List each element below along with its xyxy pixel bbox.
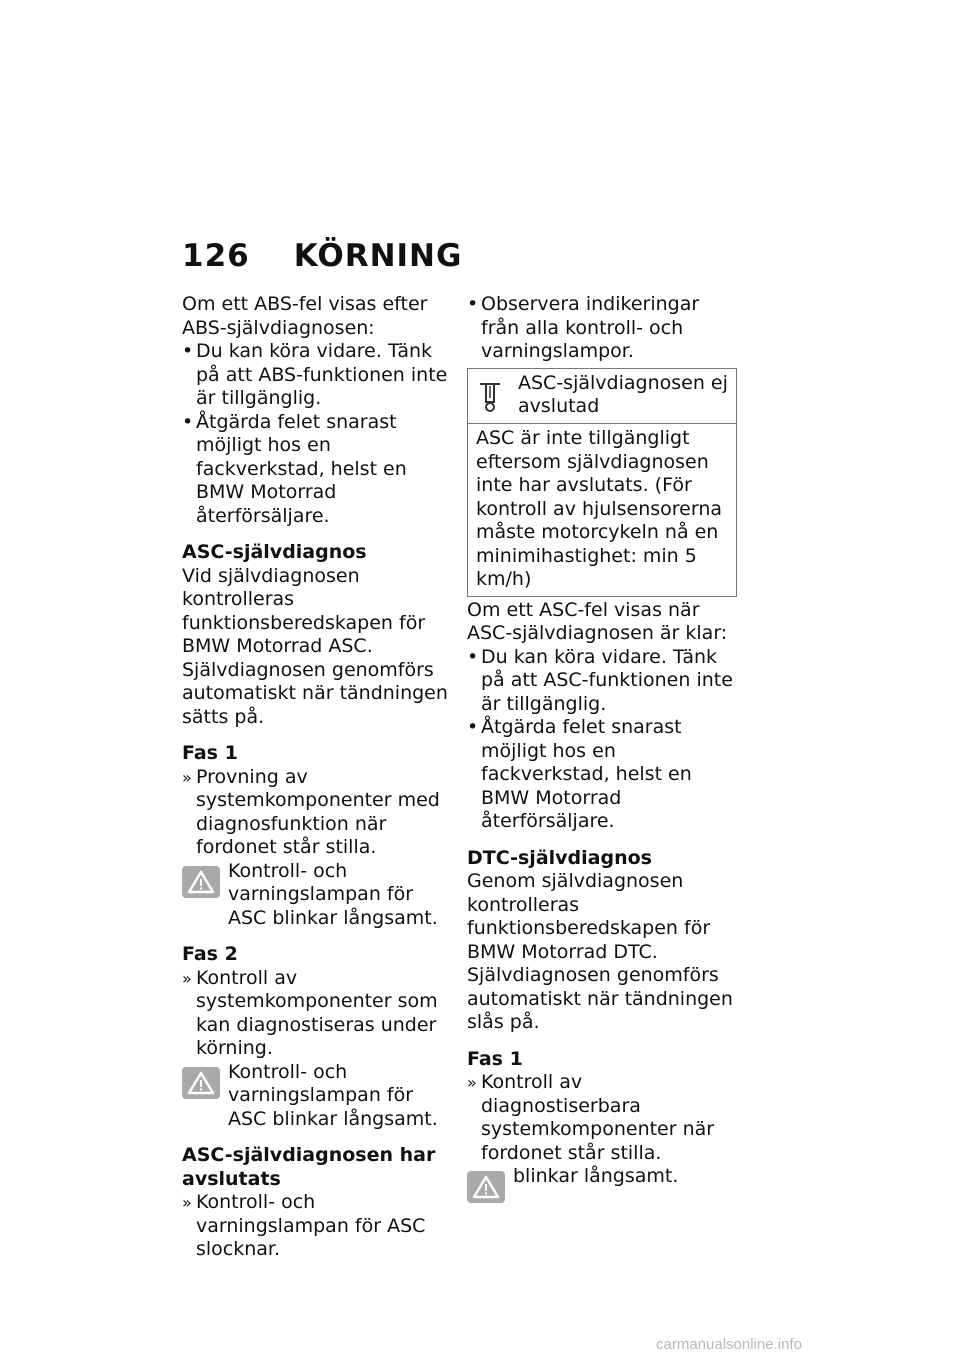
fas1-step: » Provning av systemkomponenter med diagnosfunktion när fordonet står stilla.	[182, 766, 450, 860]
fas1-warning-text: Kontroll- och varningslampan för ASC blinkar långsamt.	[228, 859, 438, 929]
asc-paragraph: Vid självdiagnosen kontrolleras funktionsberedskapen för BMW Motorrad ASC. Självdiagnosen genomförs automatiskt när tändningen sätts på.	[182, 564, 448, 728]
page-number: 126	[182, 238, 250, 274]
observe-bullet: • Observera indikeringar från alla kontroll- och varningslampor.	[467, 293, 737, 364]
dtc-fas1-warning-text: blinkar långsamt.	[513, 1165, 679, 1187]
watermark[interactable]: carmanualsonline.info	[656, 1336, 802, 1353]
fas2-heading: Fas 2	[182, 943, 238, 965]
warning-triangle-icon	[182, 1067, 220, 1099]
dtc-fas1-heading: Fas 1	[467, 1047, 523, 1070]
abs-fail-intro: Om ett ABS-fel visas efter ABS-självdiagnosen:	[182, 293, 428, 339]
dtc-fas1-step: » Kontroll av diagnostiserbara systemkomponenter när fordonet står stilla.	[467, 1071, 737, 1165]
asc-done-step: » Kontroll- och varningslampan för ASC slocknar.	[182, 1191, 450, 1262]
fas1-heading: Fas 1	[182, 742, 238, 764]
maintenance-gauge-icon	[478, 372, 518, 421]
notice-box	[467, 368, 737, 597]
asc-done-heading: ASC-självdiagnosen har avslutats	[182, 1144, 436, 1190]
asc-fail-intro: Om ett ASC-fel visas när ASC-självdiagnosen är klar:	[467, 598, 728, 644]
chapter-title: KÖRNING	[293, 238, 463, 274]
dtc-heading: DTC-självdiagnos	[467, 846, 652, 869]
right-column	[467, 293, 737, 1189]
dtc-paragraph: Genom självdiagnosen kontrolleras funktionsberedskapen för BMW Motorrad DTC. Självdiagnosen genomförs automatiskt när tändningen slås på.	[467, 870, 733, 1033]
warning-triangle-icon	[467, 1171, 505, 1203]
asc-heading: ASC-självdiagnos	[182, 541, 367, 563]
dtc-fas1-warning	[467, 1165, 737, 1189]
asc-bullet-2: • Åtgärda felet snarast möjligt hos en fackverkstad, helst en BMW Motorrad återförsäljare.	[467, 716, 737, 834]
fas1-warning	[182, 860, 450, 931]
left-column	[182, 293, 450, 1262]
abs-bullet-1: • Du kan köra vidare. Tänk på att ABS-funktionen inte är tillgänglig.	[182, 340, 450, 411]
page-header	[182, 238, 462, 274]
fas2-warning-text: Kontroll- och varningslampan för ASC blinkar långsamt.	[228, 1060, 438, 1130]
abs-bullet-2: • Åtgärda felet snarast möjligt hos en fackverkstad, helst en BMW Motorrad återförsäljare.	[182, 411, 450, 529]
warning-triangle-icon	[182, 866, 220, 898]
notice-title: ASC-självdiagnosen ej avslutad	[518, 371, 728, 417]
fas2-step: » Kontroll av systemkomponenter som kan diagnostiseras under körning.	[182, 967, 450, 1061]
notice-text: ASC är inte tillgängligt eftersom självdiagnosen inte har avslutats. (För kontroll av hjulsensorerna måste motorcykeln nå en minimihastighet: min 5 km/h)	[476, 427, 723, 590]
asc-bullet-1: • Du kan köra vidare. Tänk på att ASC-funktionen inte är tillgänglig.	[467, 646, 737, 717]
fas2-warning	[182, 1061, 450, 1132]
